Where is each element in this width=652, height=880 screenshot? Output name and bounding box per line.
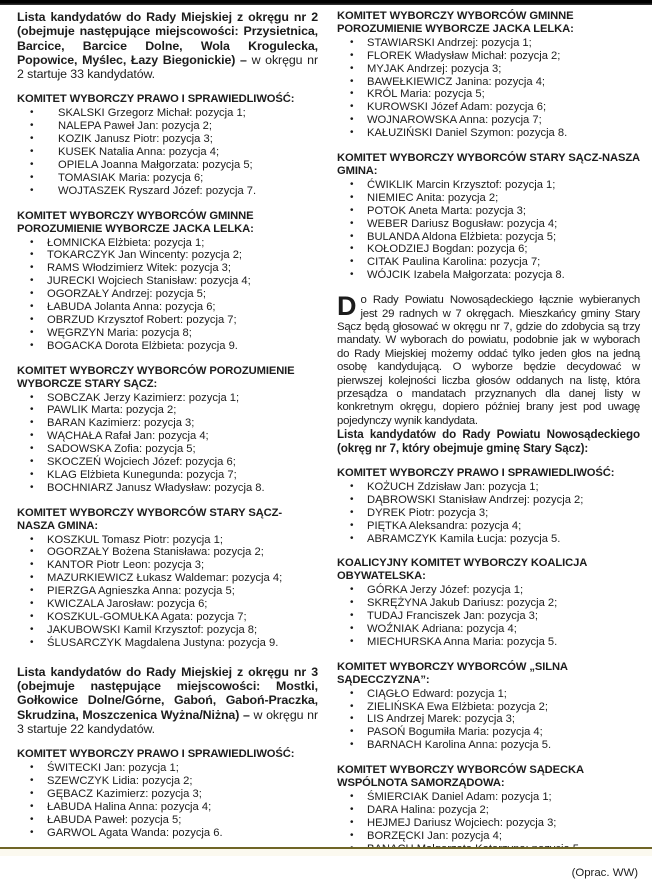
bullet-icon: • <box>350 584 354 596</box>
bullet-icon: • <box>30 572 34 584</box>
candidate-text: ŁABUDA Jolanta Anna: pozycja 6; <box>47 301 216 314</box>
candidate-item <box>30 443 318 456</box>
candidate-text: BOGACKA Dorota Elżbieta: pozycja 9. <box>47 339 238 352</box>
candidate-text: TOKARCZYK Jan Wincenty: pozycja 2; <box>47 249 243 262</box>
committee-section-pis-okreg3 <box>17 748 318 839</box>
candidate-text: KOŻUCH Zdzisław Jan: pozycja 1; <box>367 480 539 493</box>
bullet-icon: • <box>30 623 34 635</box>
bullet-icon: • <box>350 700 354 712</box>
candidate-item <box>30 120 318 133</box>
candidate-text: OGORZAŁY Bożena Stanisława: pozycja 2; <box>47 546 264 559</box>
candidate-item <box>350 231 640 244</box>
bullet-icon: • <box>350 622 354 634</box>
candidate-list <box>17 761 318 839</box>
bullet-icon: • <box>30 339 34 351</box>
candidate-item <box>350 101 640 114</box>
candidate-item <box>30 814 318 827</box>
candidate-item <box>350 713 640 726</box>
candidate-list <box>17 236 318 353</box>
candidate-item <box>350 481 640 494</box>
candidate-text: KOŁODZIEJ Bogdan: pozycja 6; <box>367 243 528 256</box>
candidate-item <box>350 688 640 701</box>
candidate-item <box>30 107 318 120</box>
candidate-list <box>337 36 640 140</box>
candidate-text: LIS Andrzej Marek: pozycja 3; <box>367 713 515 726</box>
candidate-text: SZEWCZYK Lidia: pozycja 2; <box>47 775 193 788</box>
bullet-icon: • <box>30 800 34 812</box>
bullet-icon: • <box>30 313 34 325</box>
candidate-list <box>337 687 640 753</box>
candidate-list <box>337 790 640 856</box>
candidate-text: SKALSKI Grzegorz Michał: pozycja 1; <box>58 107 246 120</box>
candidate-text: WĘGRZYN Maria: pozycja 8; <box>47 326 192 339</box>
candidate-item <box>350 269 640 282</box>
candidate-text: PASOŃ Bogumiła Maria: pozycja 4; <box>367 726 543 739</box>
candidate-text: BARAN Kazimierz: pozycja 3; <box>47 417 195 430</box>
bullet-icon: • <box>30 288 34 300</box>
candidate-list <box>337 480 640 546</box>
candidate-item <box>30 288 318 301</box>
candidate-text: ŚMIERCIAK Daniel Adam: pozycja 1; <box>367 790 552 803</box>
committee-section-pis-okreg2 <box>17 93 318 197</box>
bullet-icon: • <box>30 404 34 416</box>
candidate-list <box>17 106 318 197</box>
candidate-item <box>30 585 318 598</box>
committee-section-pis-powiat <box>337 467 640 545</box>
candidate-text: TOMASIAK Maria: pozycja 6; <box>58 171 204 184</box>
committee-heading: KOMITET WYBORCZY PRAWO I SPRAWIEDLIWOŚĆ: <box>337 467 615 479</box>
intro-okreg-2-rest: w okręgu nr 2 startuje 33 kandydatów. <box>17 52 318 82</box>
committee-section-lelek-okreg3 <box>337 10 640 140</box>
candidate-text: DĄBROWSKI Stanisław Andrzej: pozycja 2; <box>367 493 584 506</box>
candidate-list <box>337 178 640 282</box>
bullet-icon: • <box>30 236 34 248</box>
bullet-icon: • <box>350 114 354 126</box>
candidate-item <box>30 237 318 250</box>
candidate-item <box>30 572 318 585</box>
bullet-icon: • <box>30 598 34 610</box>
candidate-item <box>350 584 640 597</box>
committee-section-nasza-gmina-okreg3 <box>337 152 640 282</box>
candidate-text: ĆWIKLIK Marcin Krzysztof: pozycja 1; <box>367 178 556 191</box>
candidate-text: BARNACH Karolina Anna: pozycja 5. <box>367 739 552 752</box>
bullet-icon: • <box>350 36 354 48</box>
bullet-icon: • <box>30 326 34 338</box>
candidate-text: KOSZKUL Tomasz Piotr: pozycja 1; <box>47 533 223 546</box>
candidate-item <box>30 788 318 801</box>
bullet-icon: • <box>30 775 34 787</box>
candidate-list <box>337 583 640 649</box>
candidate-text: KLAG Elżbieta Kunegunda: pozycja 7; <box>47 468 237 481</box>
bullet-icon: • <box>350 127 354 139</box>
bullet-icon: • <box>30 430 34 442</box>
candidate-item <box>30 417 318 430</box>
candidate-list <box>17 533 318 650</box>
candidate-item <box>30 827 318 840</box>
bullet-icon: • <box>350 726 354 738</box>
candidate-item <box>30 482 318 495</box>
candidate-item <box>30 327 318 340</box>
candidate-text: BAWEŁKIEWICZ Janina: pozycja 4; <box>367 75 546 88</box>
candidate-item <box>30 301 318 314</box>
bullet-icon: • <box>30 391 34 403</box>
bullet-icon: • <box>350 101 354 113</box>
candidate-item <box>30 534 318 547</box>
candidate-text: KAŁUZIŃSKI Daniel Szymon: pozycja 8. <box>367 127 568 140</box>
bullet-icon: • <box>30 443 34 455</box>
candidate-text: GARWOL Agata Wanda: pozycja 6. <box>47 826 223 839</box>
candidate-item <box>350 256 640 269</box>
candidate-item <box>30 185 318 198</box>
candidate-item <box>30 275 318 288</box>
committee-section-porozumienie <box>17 365 318 495</box>
candidate-text: BOCHNIARZ Janusz Władysław: pozycja 8. <box>47 481 265 494</box>
committee-heading: KOMITET WYBORCZY WYBORCÓW „SILNA SĄDECCZYZNA”: <box>337 660 568 686</box>
candidate-item <box>350 37 640 50</box>
bullet-icon: • <box>30 611 34 623</box>
bottom-margin-area <box>0 849 652 856</box>
bullet-icon: • <box>350 256 354 268</box>
candidate-text: WOJTASZEK Ryszard Józef: pozycja 7. <box>58 184 257 197</box>
drop-cap: D <box>337 291 357 322</box>
bullet-icon: • <box>30 133 34 145</box>
candidate-item <box>350 205 640 218</box>
candidate-text: MIECHURSKA Anna Maria: pozycja 5. <box>367 635 558 648</box>
candidate-item <box>30 801 318 814</box>
candidate-item <box>350 88 640 101</box>
candidate-text: KRÓL Maria: pozycja 5; <box>367 88 485 101</box>
intro-okreg-2 <box>17 10 318 81</box>
candidate-text: WOJNAROWSKA Anna: pozycja 7; <box>367 114 542 127</box>
candidate-item <box>350 701 640 714</box>
candidate-text: KUSEK Natalia Anna: pozycja 4; <box>58 146 220 159</box>
intro-okreg-2-bold: Lista kandydatów do Rady Miejskiej z okręgu nr 2 (obejmuje następujące miejscowości: Przysietnica, Barcice, Barcice Dolne, Wola Krogulecka, Popowice, Myślec, Łazy Biegonickie) – <box>17 10 318 67</box>
candidate-item <box>30 249 318 262</box>
bullet-icon: • <box>30 171 34 183</box>
bullet-icon: • <box>30 262 34 274</box>
bullet-icon: • <box>30 107 34 119</box>
candidate-item <box>30 172 318 185</box>
candidate-item <box>30 262 318 275</box>
candidate-text: POTOK Aneta Marta: pozycja 3; <box>367 204 526 217</box>
candidate-item <box>350 243 640 256</box>
bullet-icon: • <box>30 301 34 313</box>
powiat-paragraph <box>337 291 640 428</box>
bullet-icon: • <box>350 230 354 242</box>
bullet-icon: • <box>30 546 34 558</box>
bullet-icon: • <box>350 713 354 725</box>
candidate-text: OGORZAŁY Andrzej: pozycja 5; <box>47 288 206 301</box>
bullet-icon: • <box>30 456 34 468</box>
candidate-text: WOŹNIAK Adriana: pozycja 4; <box>367 622 517 635</box>
candidate-text: SADOWSKA Zofia: pozycja 5; <box>47 443 196 456</box>
candidate-text: WEBER Dariusz Bogusław: pozycja 4; <box>367 217 558 230</box>
candidate-item <box>30 314 318 327</box>
powiat-paragraph-text: o Rady Powiatu Nowosądeckiego łącznie wybieranych jest 29 radnych w 7 okręgach. Mieszkańcy gminy Stary Sącz będą głosować w okręgu nr 7, gdzie do zdobycia są trzy mandaty. W wyborach do powiatu, podobnie jak w wyborach do Rady Miejskiej możemy oddać tylko jeden głos na jedną osobę kandydującą. O wyborze będzie decydować w pierwszej kolejności liczba głosów oddanych na listę, która przesądza o mandatach przyznanych dla danej listy w konkretnym okręgu, dopiero później brany jest pod uwagę pojedynczy wynik kandydata. <box>337 294 640 427</box>
candidate-text: ŁOMNICKA Elżbieta: pozycja 1; <box>47 236 205 249</box>
candidate-text: KUROWSKI Józef Adam: pozycja 6; <box>367 101 547 114</box>
committee-heading: KOMITET WYBORCZY WYBORCÓW STARY SĄCZ-NASZA GMINA: <box>17 506 282 532</box>
bullet-icon: • <box>350 532 354 544</box>
candidate-text: OBRZUD Krzysztof Robert: pozycja 7; <box>47 313 237 326</box>
candidate-text: ŚLUSARCZYK Magdalena Justyna: pozycja 9. <box>47 636 279 649</box>
bullet-icon: • <box>30 417 34 429</box>
candidate-item <box>350 623 640 636</box>
committee-heading: KOMITET WYBORCZY WYBORCÓW STARY SĄCZ-NASZA GMINA: <box>337 152 640 177</box>
candidate-text: CITAK Paulina Karolina: pozycja 7; <box>367 256 541 269</box>
bullet-icon: • <box>350 635 354 647</box>
candidate-item <box>30 159 318 172</box>
committee-section-wspolnota-samorzadowa <box>337 764 640 855</box>
bullet-icon: • <box>350 506 354 518</box>
bullet-icon: • <box>350 493 354 505</box>
candidate-item <box>350 218 640 231</box>
bullet-icon: • <box>30 826 34 838</box>
committee-section-lelek-okreg2 <box>17 210 318 353</box>
candidate-text: KWICZALA Jarosław: pozycja 6; <box>47 598 208 611</box>
candidate-item <box>350 791 640 804</box>
bullet-icon: • <box>30 120 34 132</box>
candidate-text: PIĘTKA Aleksandra: pozycja 4; <box>367 519 522 532</box>
candidate-text: STAWIARSKI Andrzej: pozycja 1; <box>367 36 532 49</box>
candidate-item <box>350 597 640 610</box>
candidate-item <box>30 340 318 353</box>
candidate-text: ZIELIŃSKA Ewa Elżbieta: pozycja 2; <box>367 700 548 713</box>
bullet-icon: • <box>350 790 354 802</box>
candidate-item <box>350 533 640 546</box>
bullet-icon: • <box>350 610 354 622</box>
candidate-item <box>30 146 318 159</box>
candidate-text: MYJAK Andrzej: pozycja 3; <box>367 62 502 75</box>
bullet-icon: • <box>30 813 34 825</box>
candidate-text: SKOCZEŃ Wojciech Józef: pozycja 6; <box>47 456 236 469</box>
candidate-text: WĄCHAŁA Rafał Jan: pozycja 4; <box>47 430 209 443</box>
bullet-icon: • <box>30 585 34 597</box>
candidate-item <box>350 63 640 76</box>
committee-heading: KOMITET WYBORCZY PRAWO I SPRAWIEDLIWOŚĆ: <box>17 748 295 761</box>
candidate-item <box>30 775 318 788</box>
candidate-text: KANTOR Piotr Leon: pozycja 3; <box>47 559 205 572</box>
candidate-text: ŁABUDA Paweł: pozycja 5; <box>47 813 182 826</box>
bullet-icon: • <box>30 146 34 158</box>
bullet-icon: • <box>350 519 354 531</box>
candidate-text: MAZURKIEWICZ Łukasz Waldemar: pozycja 4; <box>47 572 283 585</box>
committee-heading: KOMITET WYBORCZY PRAWO I SPRAWIEDLIWOŚĆ: <box>17 93 295 106</box>
candidate-text: JURECKI Wojciech Stanisław: pozycja 4; <box>47 275 251 288</box>
candidate-text: ABRAMCZYK Kamila Łucja: pozycja 5. <box>367 532 561 545</box>
bullet-icon: • <box>350 816 354 828</box>
candidate-text: TUDAJ Franciszek Jan: pozycja 3; <box>367 610 538 623</box>
bullet-icon: • <box>350 829 354 841</box>
candidate-text: NIEMIEC Anita: pozycja 2; <box>367 191 499 204</box>
candidate-text: KOZIK Janusz Piotr: pozycja 3; <box>58 133 213 146</box>
candidate-text: DARA Halina: pozycja 2; <box>367 803 489 816</box>
candidate-item <box>350 494 640 507</box>
candidate-text: BULANDA Aldona Elżbieta: pozycja 5; <box>367 230 557 243</box>
candidate-text: SOBCZAK Jerzy Kazimierz: pozycja 1; <box>47 391 240 404</box>
bullet-icon: • <box>350 204 354 216</box>
candidate-item <box>350 817 640 830</box>
candidate-item <box>350 636 640 649</box>
candidate-text: CIĄGŁO Edward: pozycja 1; <box>367 687 507 700</box>
candidate-text: DYREK Piotr: pozycja 3; <box>367 506 489 519</box>
candidate-text: BORZĘCKI Jan: pozycja 4; <box>367 829 502 842</box>
candidate-item <box>350 520 640 533</box>
candidate-item <box>30 762 318 775</box>
bullet-icon: • <box>30 275 34 287</box>
candidate-item <box>30 559 318 572</box>
committee-section-nasza-gmina-okreg2 <box>17 507 318 650</box>
candidate-item <box>350 610 640 623</box>
left-column <box>17 10 318 880</box>
candidate-item <box>350 50 640 63</box>
top-rule <box>0 0 652 5</box>
committee-heading: KOALICYJNY KOMITET WYBORCZY KOALICJA OBYWATELSKA: <box>337 557 587 583</box>
candidate-text: PIERZGA Agnieszka Anna: pozycja 5; <box>47 585 235 598</box>
committee-section-koalicja-obywatelska <box>337 557 640 648</box>
candidate-text: OPIELA Joanna Małgorzata: pozycja 5; <box>58 159 253 172</box>
candidate-item <box>30 469 318 482</box>
candidate-text: GÓRKA Jerzy Józef: pozycja 1; <box>367 584 524 597</box>
candidate-item <box>350 830 640 843</box>
candidate-text: RAMS Włodzimierz Witek: pozycja 3; <box>47 262 232 275</box>
candidate-item <box>30 392 318 405</box>
candidate-text: ŁABUDA Halina Anna: pozycja 4; <box>47 800 212 813</box>
bullet-icon: • <box>350 597 354 609</box>
candidate-item <box>350 192 640 205</box>
intro-okreg-3-rest: w okręgu nr 3 startuje 22 kandydatów. <box>17 707 318 736</box>
bullet-icon: • <box>350 191 354 203</box>
candidate-text: ŚWITECKI Jan: pozycja 1; <box>47 762 179 775</box>
candidate-item <box>350 804 640 817</box>
candidate-text: JAKUBOWSKI Kamil Krzysztof: pozycja 8; <box>47 623 258 636</box>
candidate-item <box>30 404 318 417</box>
candidate-item <box>350 114 640 127</box>
committee-heading: KOMITET WYBORCZY WYBORCÓW GMINNE POROZUMIENIE WYBORCZE JACKA LELKA: <box>17 209 254 235</box>
candidate-item <box>30 598 318 611</box>
candidate-item <box>30 456 318 469</box>
candidate-text: WÓJCIK Izabela Małgorzata: pozycja 8. <box>367 269 565 282</box>
bullet-icon: • <box>30 533 34 545</box>
bullet-icon: • <box>30 787 34 799</box>
intro-okreg-3 <box>17 665 318 736</box>
candidate-list <box>17 391 318 495</box>
candidate-text: NALEPA Paweł Jan: pozycja 2; <box>58 120 213 133</box>
bullet-icon: • <box>350 88 354 100</box>
candidate-item <box>30 637 318 650</box>
bullet-icon: • <box>350 269 354 281</box>
bullet-icon: • <box>30 468 34 480</box>
bullet-icon: • <box>350 178 354 190</box>
bullet-icon: • <box>350 480 354 492</box>
bullet-icon: • <box>350 217 354 229</box>
intro-okreg-3-bold: Lista kandydatów do Rady Miejskiej z okręgu nr 3 (obejmuje następujące miejscowości: Mostki, Gołkowice Dolne/Górne, Gaboń, Gaboń-Praczka, Skrudzina, Moszczenica Wyżna/Niżna) – <box>17 664 318 722</box>
bullet-icon: • <box>350 687 354 699</box>
bullet-icon: • <box>30 481 34 493</box>
bullet-icon: • <box>30 249 34 261</box>
candidate-item <box>30 430 318 443</box>
bullet-icon: • <box>30 184 34 196</box>
candidate-item <box>350 507 640 520</box>
bullet-icon: • <box>350 739 354 751</box>
candidate-text: PAWLIK Marta: pozycja 2; <box>47 404 177 417</box>
committee-heading: KOMITET WYBORCZY WYBORCÓW POROZUMIENIE WYBORCZE STARY SĄCZ: <box>17 364 295 390</box>
candidate-text: SKRĘŻYNA Jakub Dariusz: pozycja 2; <box>367 597 558 610</box>
candidate-item <box>30 624 318 637</box>
committee-heading: KOMITET WYBORCZY WYBORCÓW GMINNE POROZUMIENIE WYBORCZE JACKA LELKA: <box>337 10 574 35</box>
right-column <box>337 10 640 880</box>
candidate-text: GĘBACZ Kazimierz: pozycja 3; <box>47 787 202 800</box>
candidate-text: KOSZKUL-GOMUŁKA Agata: pozycja 7; <box>47 611 247 624</box>
candidate-item <box>30 133 318 146</box>
candidate-item <box>350 179 640 192</box>
candidate-text: FLOREK Władysław Michał: pozycja 2; <box>367 49 561 62</box>
candidate-item <box>30 546 318 559</box>
bullet-icon: • <box>30 762 34 774</box>
bullet-icon: • <box>30 159 34 171</box>
bullet-icon: • <box>30 636 34 648</box>
candidate-item <box>30 611 318 624</box>
candidate-item <box>350 76 640 89</box>
candidate-item <box>350 726 640 739</box>
candidate-text: HEJMEJ Dariusz Wojciech: pozycja 3; <box>367 816 557 829</box>
bullet-icon: • <box>30 559 34 571</box>
bullet-icon: • <box>350 803 354 815</box>
committee-section-silna-sadecczyzna <box>337 661 640 752</box>
bullet-icon: • <box>350 243 354 255</box>
bullet-icon: • <box>350 49 354 61</box>
candidate-item <box>350 127 640 140</box>
bullet-icon: • <box>350 75 354 87</box>
powiat-list-title: Lista kandydatów do Rady Powiatu Nowosądeckiego (okręg nr 7, który obejmuje gminę Stary Sącz): <box>337 428 640 455</box>
bullet-icon: • <box>350 62 354 74</box>
candidate-item <box>350 739 640 752</box>
author-credit: (Oprac. WW) <box>571 867 638 880</box>
committee-heading: KOMITET WYBORCZY WYBORCÓW SĄDECKA WSPÓLNOTA SAMORZĄDOWA: <box>337 764 584 790</box>
